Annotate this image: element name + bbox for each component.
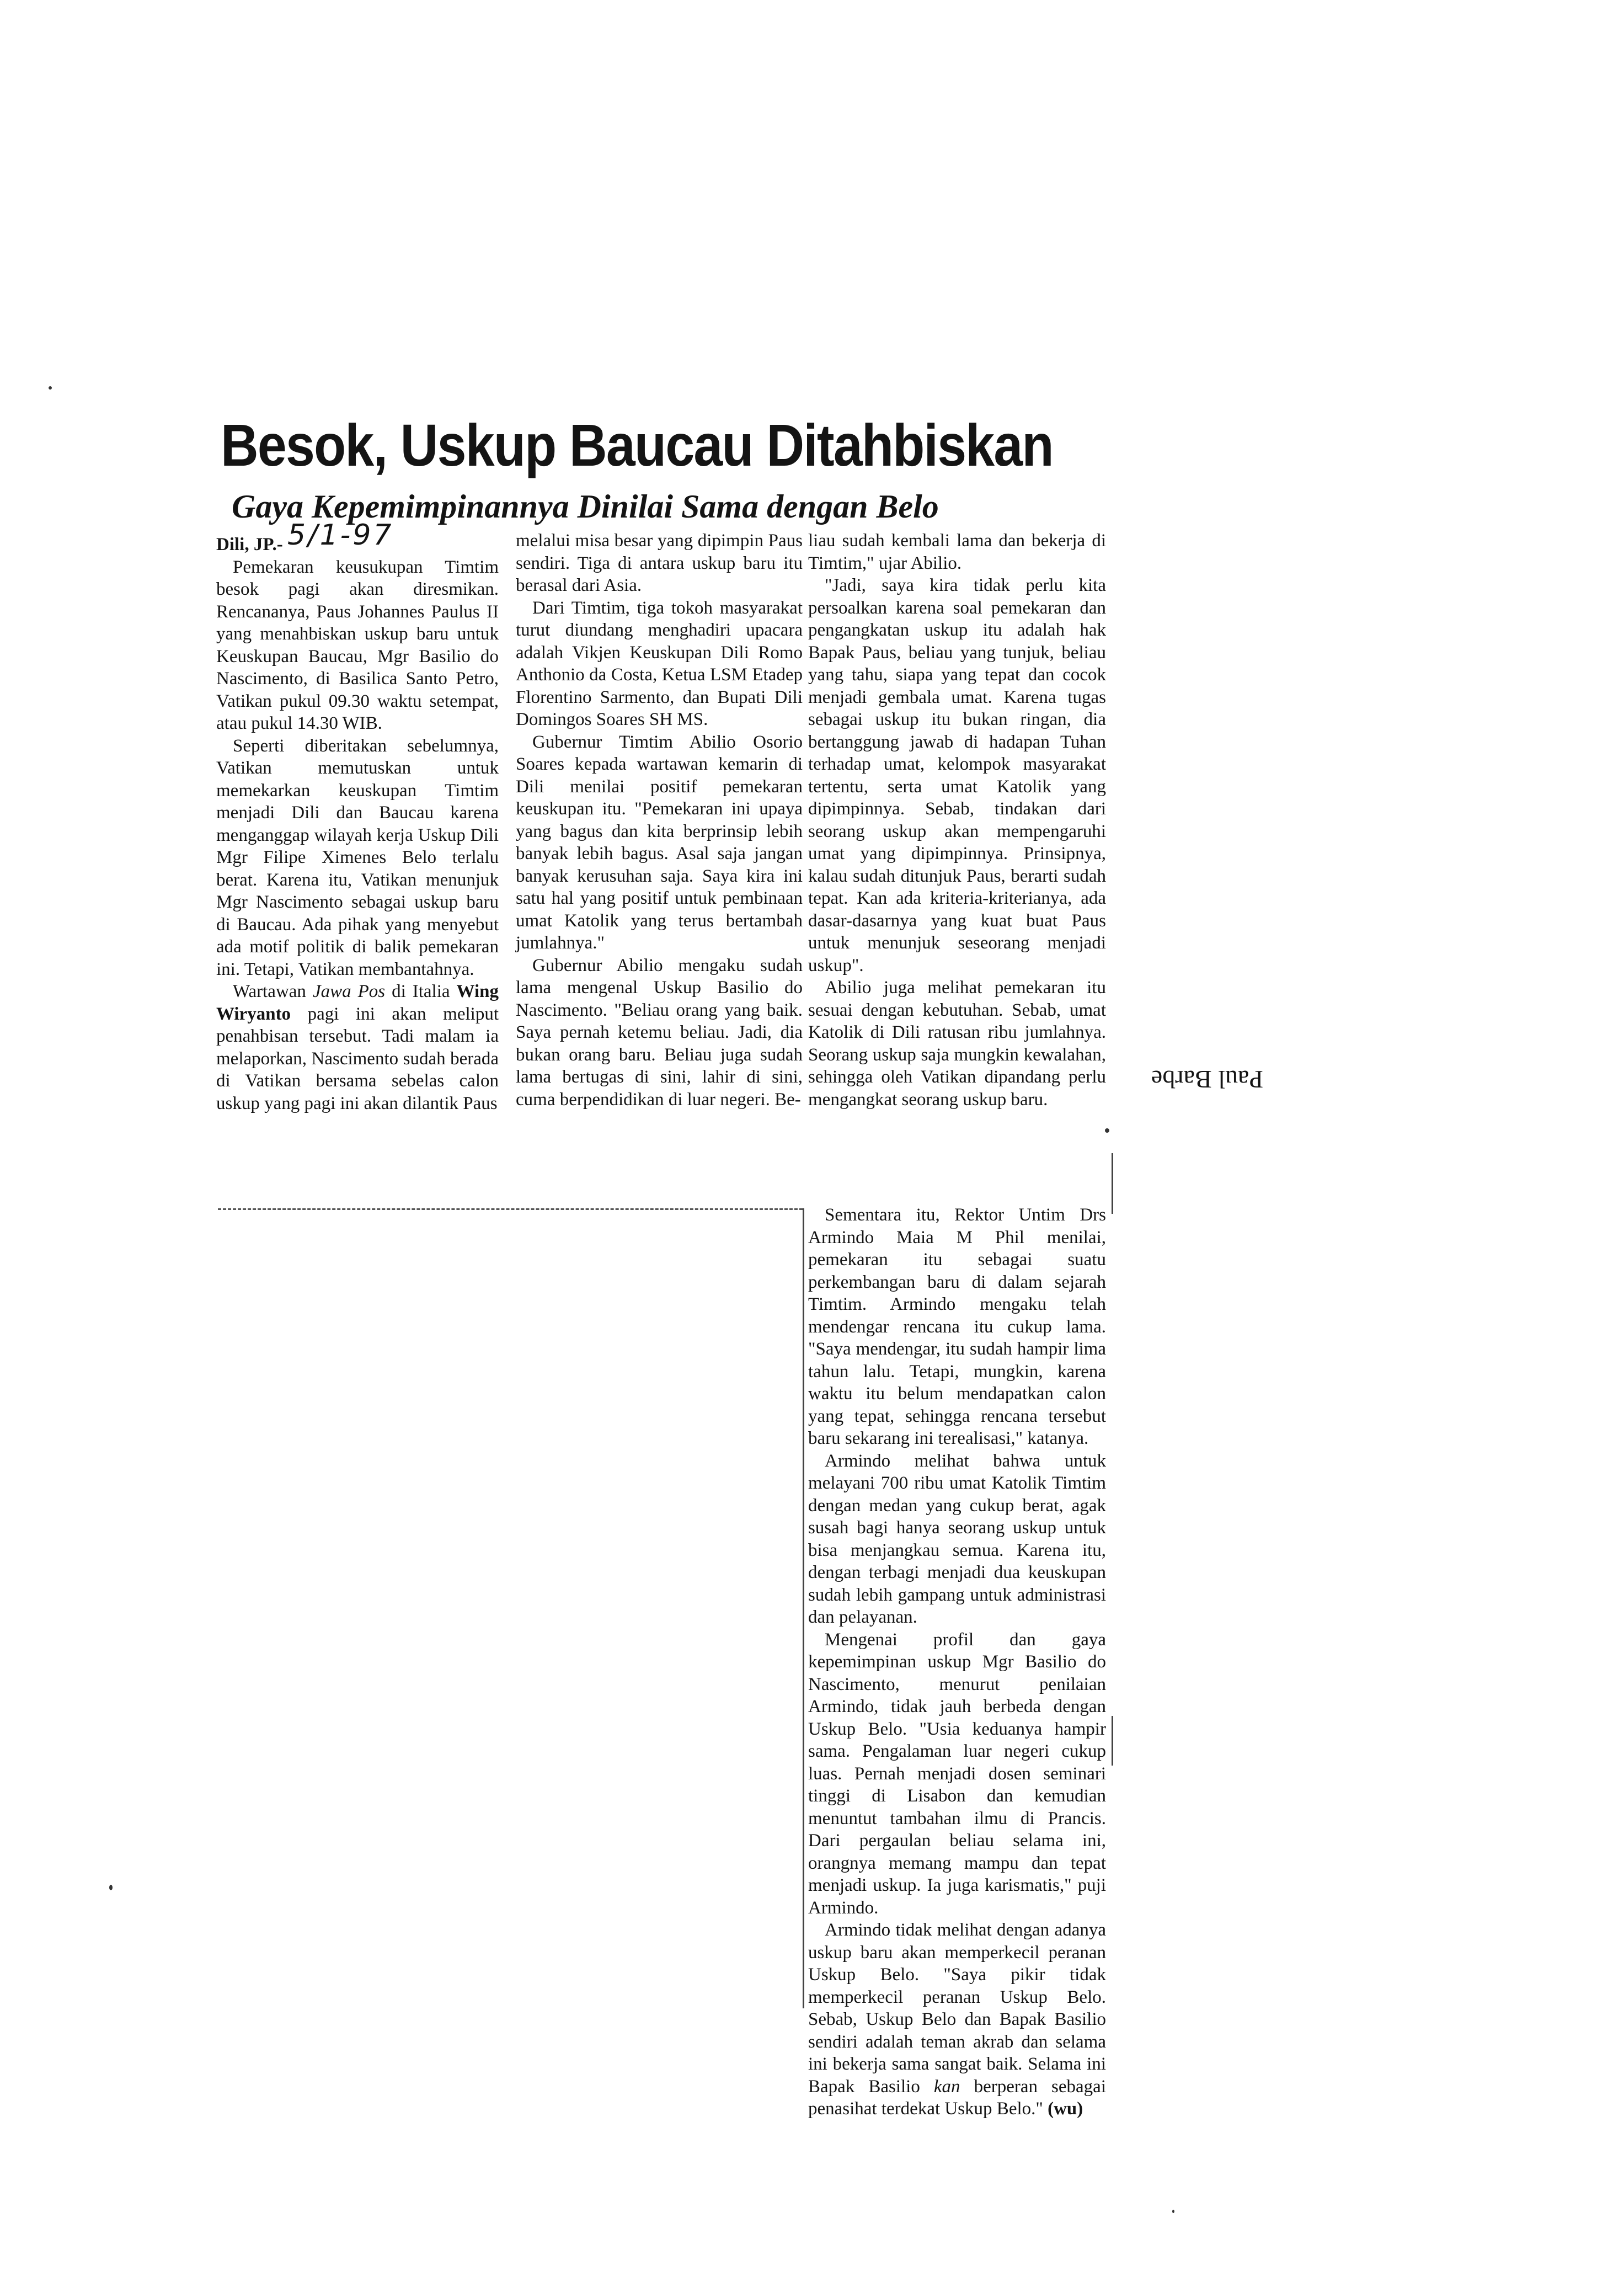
paragraph: Abilio juga melihat pemekaran itu sesuai dengan kebutuhan. Sebab, umat Katolik di Dili ratusan ribu jumlahnya. Seorang uskup saja mungkin kewalahan, sehingga oleh Vatikan dipandang perlu mengangkat seorang uskup baru. [808,978,1106,1110]
paragraph: liau sudah kembali lama dan bekerja di Timtim," ujar Abilio. [808,531,1106,573]
paragraph: Gubernur Timtim Abilio Osorio Soares kepada wartawan kemarin di Dili menilai positif pemekaran keuskupan itu. "Pemekaran ini upaya yang bagus dan kita berprinsip lebih banyak lebih bagus. Asal saja jangan banyak kerusuhan saja. Saya kira ini satu hal yang positif untuk pembinaan umat Katolik yang terus bertambah jumlahnya." [516,732,803,953]
margin-label-upside-down: Paul Barbe [1151,1065,1263,1094]
paragraph: Seperti diberitakan sebelumnya, Vatikan memutuskan untuk memekarkan keuskupan Timtim menjadi Dili dan Baucau karena menganggap wilayah kerja Uskup Dili Mgr Filipe Ximenes Belo terlalu berat. Karena itu, Vatikan menunjuk Mgr Nascimento sebagai uskup baru di Baucau. Ada pihak yang menyebut ada motif politik di balik pemekaran ini. Tetapi, Vatikan membantahnya. [216,735,499,979]
subheadline: Gaya Kepemimpinannya Dinilai Sama dengan Belo [232,488,939,525]
reporter-name: Wing Wiryanto [216,982,499,1024]
scan-speck [49,386,52,390]
paragraph: Gubernur Abilio mengaku sudah lama mengenal Uskup Basilio do Nascimento. "Beliau orang yang baik. Saya pernah ketemu beliau. Jadi, dia bukan orang baru. Beliau juga sudah lama bertugas di sini, lahir di sini, cuma berpendidikan di luar negeri. Be- [516,955,803,1110]
clipping-edge [803,1208,804,2008]
paragraph: Sementara itu, Rektor Untim Drs Armindo Maia M Phil menilai, pemekaran itu sebagai suatu perkembangan baru di dalam sejarah Timtim. Armindo mengaku telah mendengar rencana itu cukup lama. "Saya mendengar, itu sudah hampir lima tahun lalu. Tetapi, mungkin, karena waktu itu belum mendapatkan calon yang tepat, sehingga rencana tersebut baru sekarang ini terealisasi," katanya. [808,1205,1106,1448]
scan-speck [109,1885,113,1890]
clipping-cut-line [218,1208,803,1210]
handwritten-date: 5/1-97 [287,519,394,552]
column-1 [216,519,499,1115]
paragraph [216,519,499,556]
paragraph: Dari Timtim, tiga tokoh masyarakat turut diundang menghadiri upacara adalah Vikjen Keuskupan Dili Romo Anthonio da Costa, Ketua LSM Etadep Florentino Sarmento, dan Bupati Dili Domingos Soares SH MS. [516,598,803,729]
dateline: Dili, JP.- [216,535,283,554]
paragraph: Armindo melihat bahwa untuk melayani 700 ribu umat Katolik Timtim dengan medan yang cukup berat, agak susah bagi hanya seorang uskup untuk bisa menjangkau semua. Karena itu, dengan terbagi menjadi dua keuskupan sudah lebih gampang untuk administrasi dan pelayanan. [808,1451,1106,1627]
paragraph: Armindo tidak melihat dengan adanya uskup baru akan memperkecil peranan Uskup Belo. "Saya pikir tidak memperkecil peranan Uskup Belo. Sebab, Uskup Belo dan Bapak Basilio sendiri adalah teman akrab dan selama ini bekerja sama sangat baik. Selama ini Bapak Basilio kan berperan sebagai penasihat terdekat Uskup Belo." (wu) [808,1920,1106,2119]
scan-speck [1172,2210,1174,2213]
scan-speck [1105,1128,1109,1133]
clipping-edge [1112,1716,1113,1766]
clipping-edge [1112,1153,1113,1214]
headline: Besok, Uskup Baucau Ditahbiskan [221,412,1053,478]
paragraph: Mengenai profil dan gaya kepemimpinan uskup Mgr Basilio do Nascimento, menurut penilaian Armindo, tidak jauh berbeda dengan Uskup Belo. "Usia keduanya hampir sama. Pengalaman luar negeri cukup luas. Pernah menjadi dosen seminari tinggi di Lisabon dan kemudian menuntut tambahan ilmu di Prancis. Dari pergaulan beliau selama ini, orangnya memang mampu dan tepat menjadi uskup. Ia juga karismatis," puji Armindo. [808,1629,1106,1918]
newspaper-name: Jawa Pos [312,982,386,1001]
column-2 [516,530,803,1111]
column-3-continued [808,1204,1106,2120]
byline: (wu) [1048,2099,1083,2119]
paragraph: Wartawan Jawa Pos di Italia Wing Wiryanto pagi ini akan meliput penahbisan tersebut. Tadi malam ia melaporkan, Nascimento sudah berada di Vatikan bersama sebelas calon uskup yang pagi ini akan dilantik Paus [216,982,499,1113]
paragraph: "Jadi, saya kira tidak perlu kita persoalkan karena soal pemekaran dan pengangkatan uskup itu adalah hak Bapak Paus, beliau yang tunjuk, beliau yang tahu, siapa yang tepat dan cocok menjadi gembala umat. Karena tugas sebagai uskup itu bukan ringan, dia bertanggung jawab di hadapan Tuhan terhadap umat, kelompok masyarakat tertentu, serta umat Katolik yang dipimpinnya. Sebab, tindakan dari seorang uskup akan mempengaruhi umat yang dipimpinnya. Prinsipnya, kalau sudah ditunjuk Paus, berarti sudah tepat. Kan ada kriteria-kriterianya, ada dasar-dasarnya yang kuat buat Paus untuk menunjuk seseorang menjadi uskup". [808,575,1106,975]
paragraph: Pemekaran keusukupan Timtim besok pagi akan diresmikan. Rencananya, Paus Johannes Paulus II yang menahbiskan uskup baru untuk Keuskupan Baucau, Mgr Basilio do Nascimento, di Basilica Santo Petro, Vatikan pukul 09.30 waktu setempat, atau pukul 14.30 WIB. [216,557,499,733]
column-3 [808,530,1106,1111]
paragraph: melalui misa besar yang dipimpin Paus sendiri. Tiga di antara uskup baru itu berasal dari Asia. [516,531,803,595]
